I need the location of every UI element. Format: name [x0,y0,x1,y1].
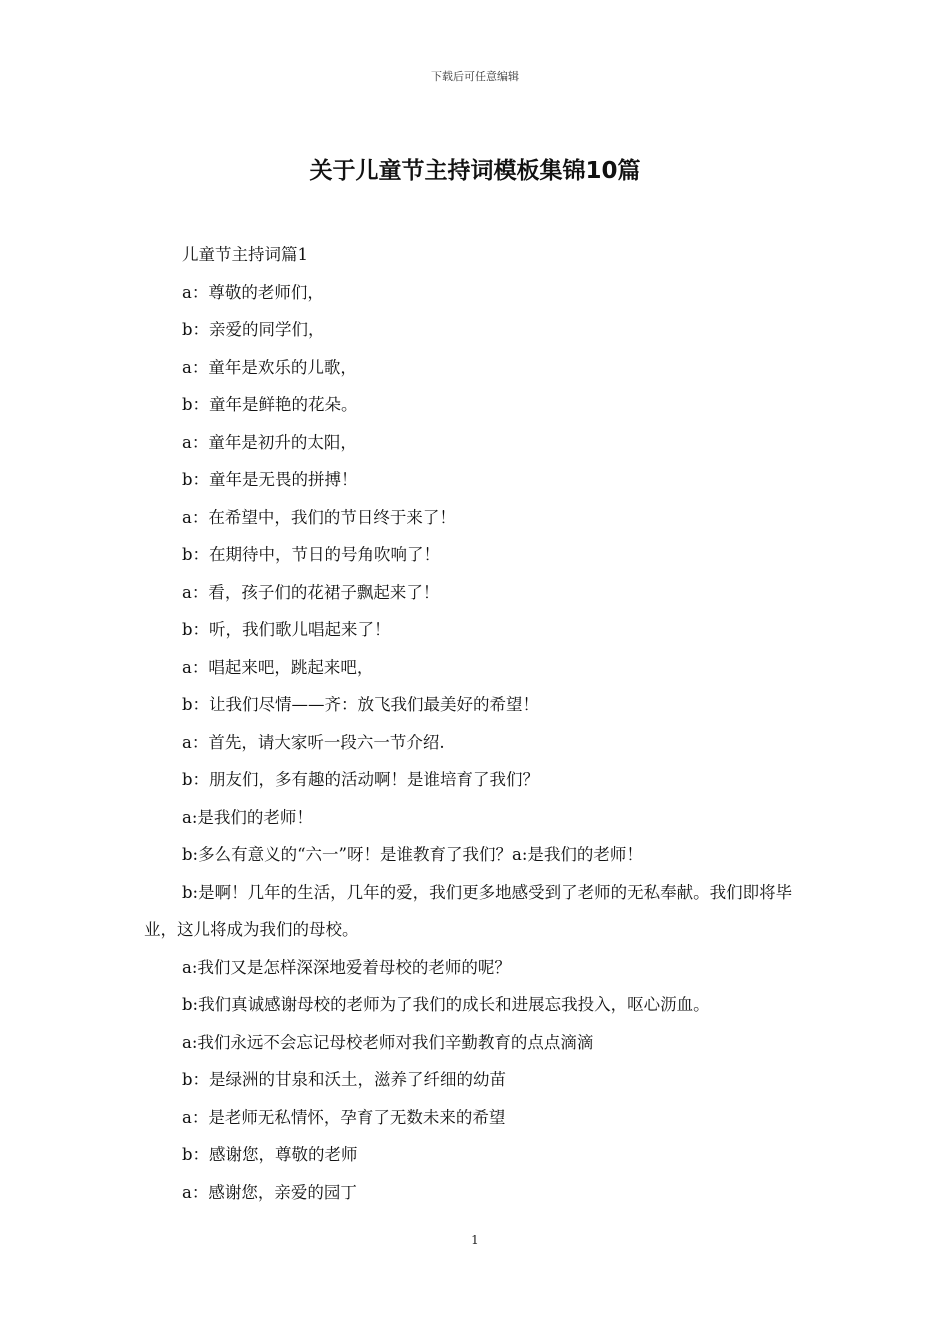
paragraph: a:我们又是怎样深深地爱着母校的老师的呢？ [182,957,511,977]
paragraph: a:是我们的老师！ [182,807,313,827]
paragraph: b：童年是鲜艳的花朵。 [182,395,358,414]
document-body [144,236,809,1211]
paragraph: b：亲爱的同学们， [182,320,325,339]
page-number: 1 [471,1233,479,1247]
paragraph: b:我们真诚感谢母校的老师为了我们的成长和进展忘我投入，呕心沥血。 [182,995,710,1014]
paragraph: a：童年是欢乐的儿歌， [182,357,357,377]
paragraph: b:是啊！几年的生活，几年的爱，我们更多地感受到了老师的无私奉献。我们即将毕业，这儿将成为我们的母校。 [144,882,793,939]
paragraph: a：看，孩子们的花裙子飘起来了！ [182,582,440,602]
paragraph: a：感谢您，亲爱的园丁 [182,1182,357,1202]
paragraph: a：唱起来吧，跳起来吧， [182,657,374,677]
paragraph: b：让我们尽情——齐：放飞我们最美好的希望！ [182,695,540,714]
paragraph: b：是绿洲的甘泉和沃土，滋养了纤细的幼苗 [182,1070,507,1089]
paragraph: b：童年是无畏的拼搏！ [182,470,358,489]
paragraph: a：尊敬的老师们， [182,282,324,302]
paragraph: a：童年是初升的太阳， [182,432,357,452]
paragraph: b：感谢您，尊敬的老师 [182,1145,358,1164]
paragraph: a：首先，请大家听一段六一节介绍. [182,732,445,752]
paragraph: b：听，我们歌儿唱起来了！ [182,620,391,639]
paragraph: b：在期待中，节日的号角吹响了！ [182,545,441,564]
paragraph: b：朋友们，多有趣的活动啊！是谁培育了我们？ [182,770,540,789]
header-note: 下载后可任意编辑 [431,70,519,83]
paragraph: a:我们永远不会忘记母校老师对我们辛勤教育的点点滴滴 [182,1032,594,1052]
paragraph: a：在希望中，我们的节日终于来了！ [182,507,456,527]
document-title: 关于儿童节主持词模板集锦10篇 [309,158,641,184]
paragraph: a：是老师无私情怀，孕育了无数未来的希望 [182,1107,506,1127]
paragraph: 儿童节主持词篇1 [182,245,308,264]
paragraph: b:多么有意义的“六一”呀！是谁教育了我们？a:是我们的老师！ [182,845,643,864]
